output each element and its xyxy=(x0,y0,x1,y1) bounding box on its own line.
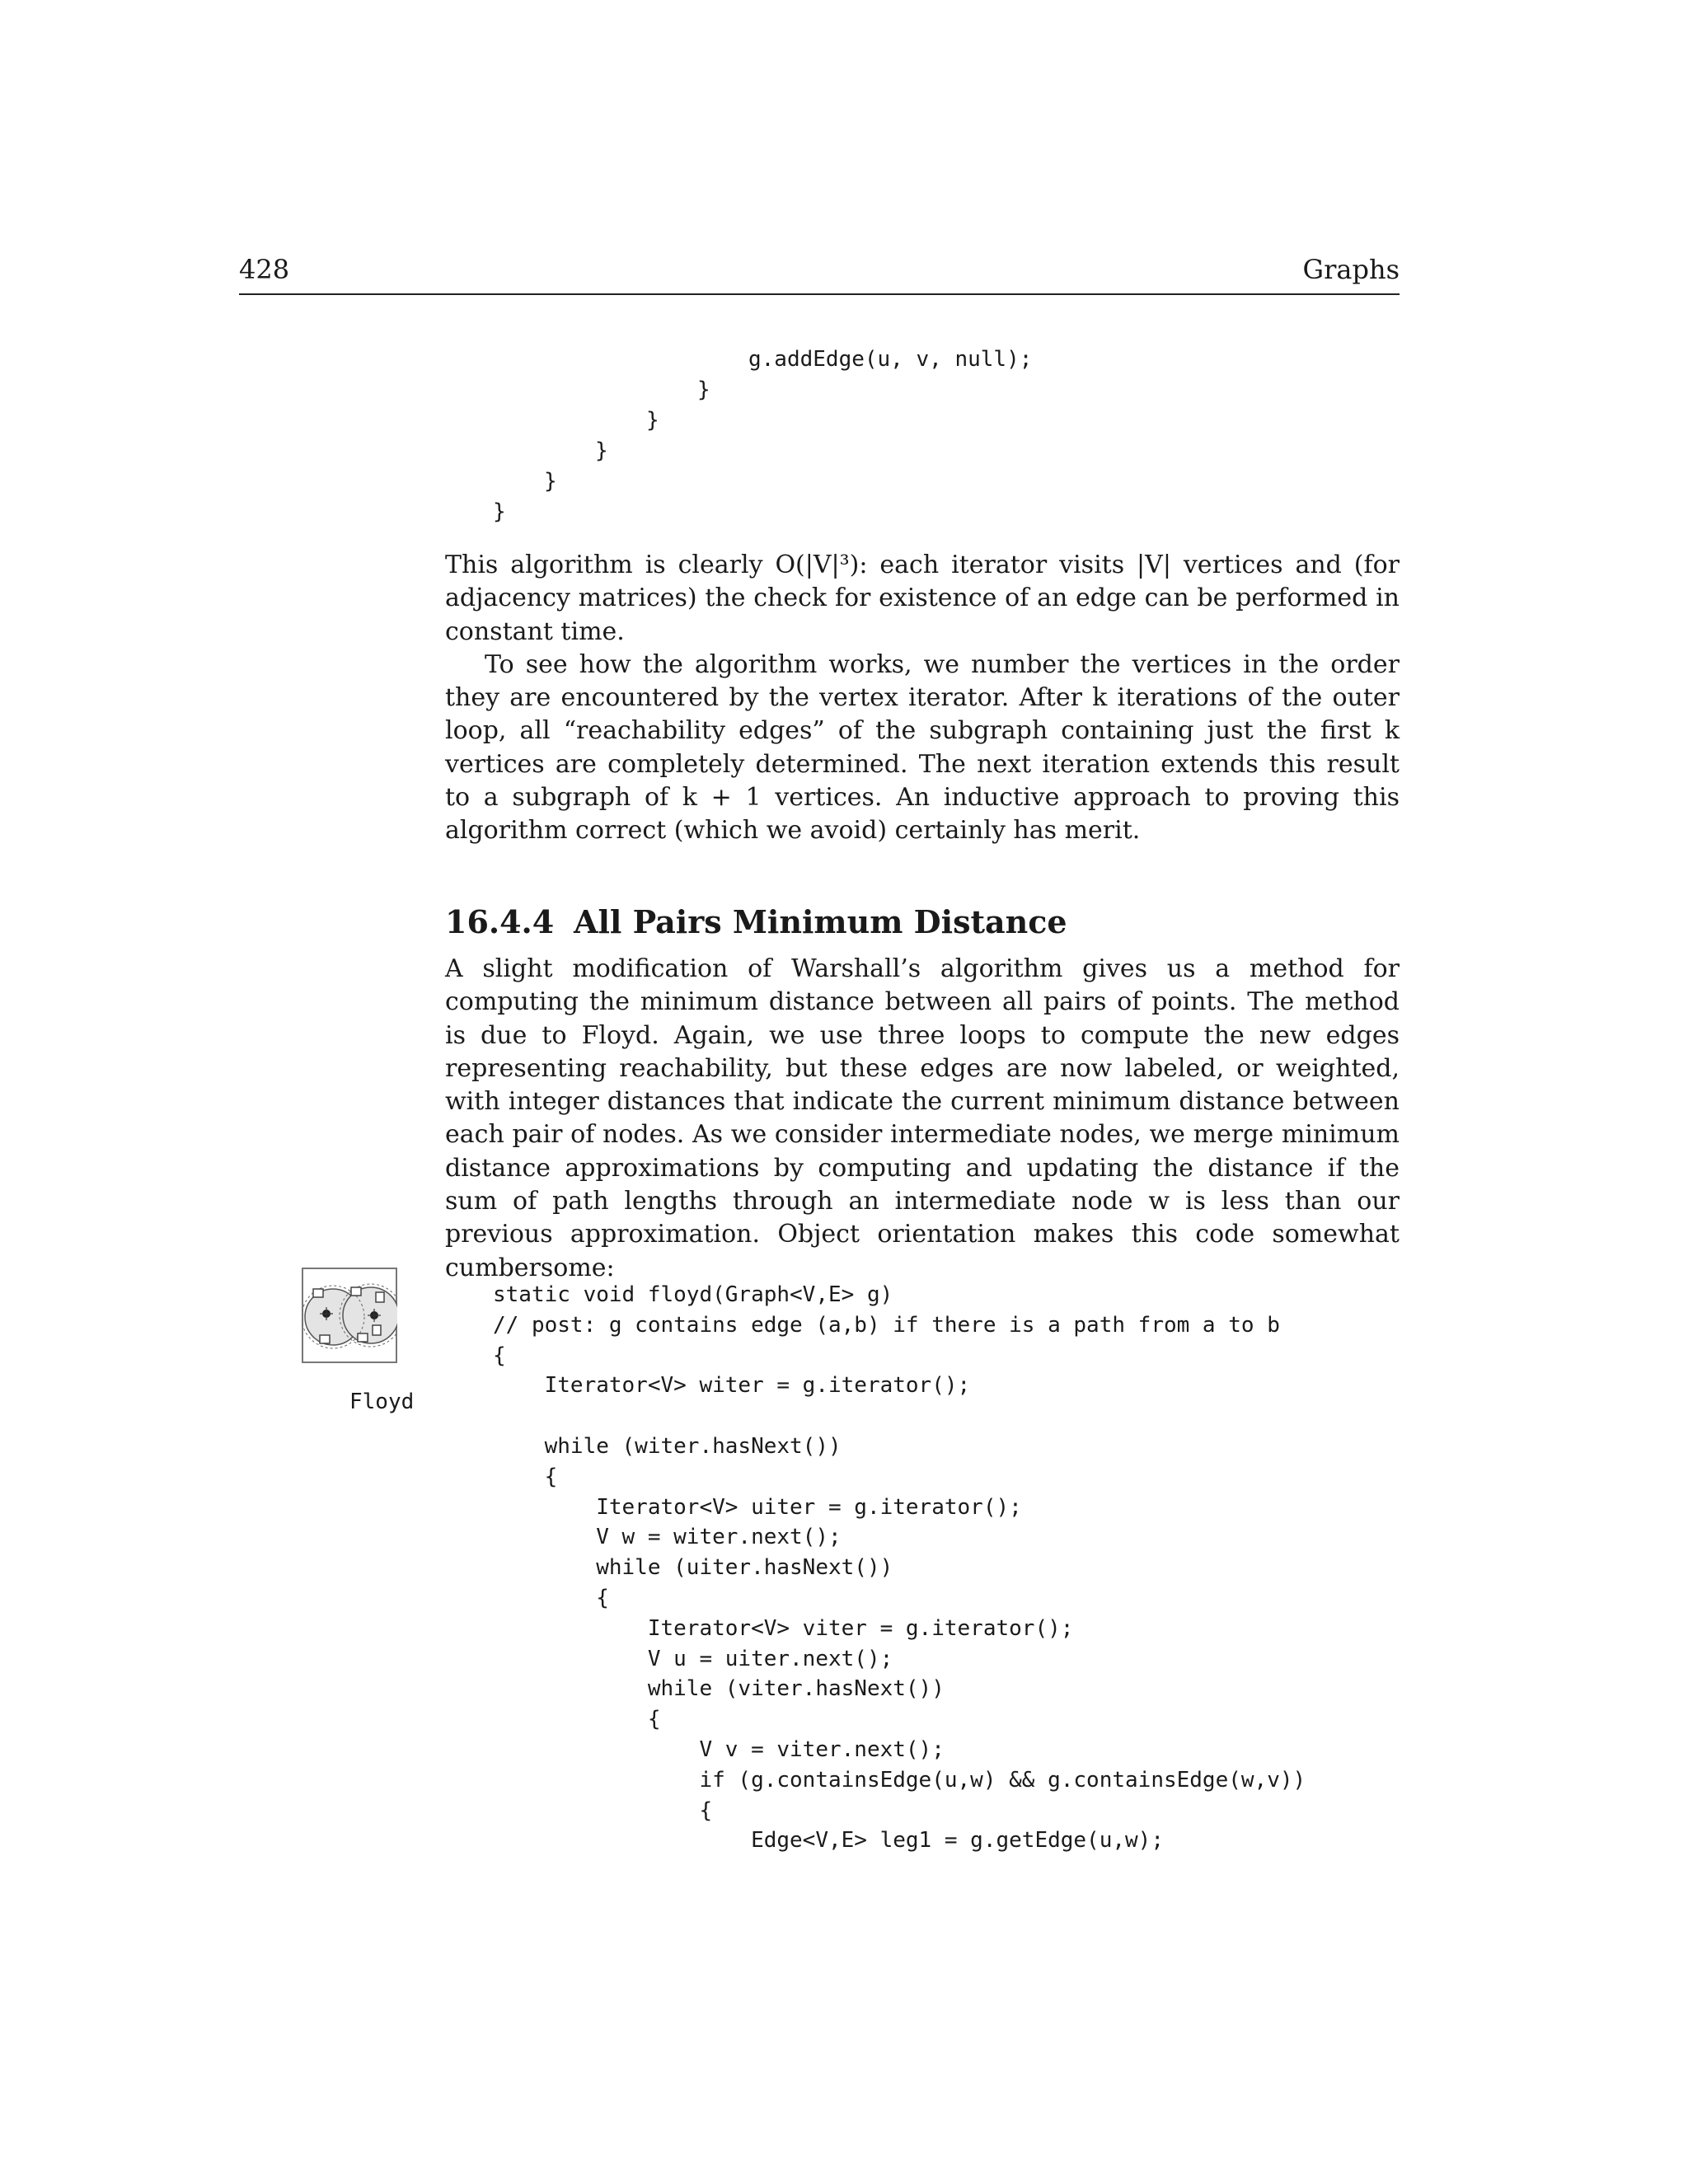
body-text-complexity xyxy=(445,549,1400,848)
code-line: if (g.containsEdge(u,w) && g.containsEdge(w,v)) xyxy=(493,1767,1306,1793)
code-line: { xyxy=(493,1464,558,1489)
code-line: Iterator<V> viter = g.iterator(); xyxy=(493,1615,1074,1641)
code-line: { xyxy=(493,1343,506,1368)
code-line: } xyxy=(646,408,659,433)
running-title: Graphs xyxy=(1302,254,1400,285)
running-header xyxy=(239,254,1400,295)
page-number: 428 xyxy=(239,254,290,285)
code-line: { xyxy=(493,1585,609,1610)
paragraph: A slight modification of Warshall’s algorithm gives us a method for computing the minimum distance between all pairs of points. The method is due to Floyd. Again, we use three loops to compute the new edges representing reachability, but these edges are now labeled, or weighted, with integer distances that indicate the current minimum distance between each pair of nodes. As we consider intermediate nodes, we merge minimum distance approximations by computing and updating the distance if the sum of path lengths through an intermediate node w is less than our previous approximation. Object orientation makes this code somewhat cumbersome: xyxy=(445,954,1400,1282)
code-line: { xyxy=(493,1707,661,1732)
code-line: g.addEdge(u, v, null); xyxy=(748,347,1033,372)
code-line: { xyxy=(493,1797,713,1823)
code-block-floyd xyxy=(493,1280,1306,1856)
code-line: while (witer.hasNext()) xyxy=(493,1433,842,1459)
code-line: } xyxy=(544,469,557,494)
paragraph: This algorithm is clearly O(|V|³): each iterator visits |V| vertices and (for adjacency matrices) the check for existence of an edge can be performed in constant time. xyxy=(445,551,1400,646)
section-heading xyxy=(445,903,1067,940)
code-line xyxy=(493,1401,1306,1432)
code-line: Edge<V,E> leg1 = g.getEdge(u,w); xyxy=(493,1828,1164,1854)
code-line: // post: g contains edge (a,b) if there is a path from a to b xyxy=(493,1312,1280,1338)
code-line: while (viter.hasNext()) xyxy=(493,1676,945,1702)
section-title: All Pairs Minimum Distance xyxy=(574,903,1067,940)
code-line: while (uiter.hasNext()) xyxy=(493,1555,893,1581)
code-line: V v = viter.next(); xyxy=(493,1736,945,1762)
section-number: 16.4.4 xyxy=(445,903,555,940)
code-line: } xyxy=(493,499,506,524)
code-line: V u = uiter.next(); xyxy=(493,1646,893,1671)
code-line: } xyxy=(595,438,608,463)
body-text-floyd-intro xyxy=(445,953,1400,1285)
code-line: V w = witer.next(); xyxy=(493,1525,842,1550)
margin-label: Floyd xyxy=(349,1390,415,1414)
code-line: Iterator<V> uiter = g.iterator(); xyxy=(493,1494,1022,1520)
code-line: static void floyd(Graph<V,E> g) xyxy=(493,1282,893,1307)
paragraph: To see how the algorithm works, we number the vertices in the order they are encountered by the vertex iterator. After k iterations of the outer loop, all “reachability edges” of the subgraph containing just the first k vertices are completely determined. The next iteration extends this result to a subgraph of k + 1 vertices. An inductive approach to proving this algorithm correct (which we avoid) certainly has merit. xyxy=(445,649,1400,846)
code-line: } xyxy=(697,377,710,402)
code-line: Iterator<V> witer = g.iterator(); xyxy=(493,1373,971,1399)
gears-icon xyxy=(302,1268,397,1363)
